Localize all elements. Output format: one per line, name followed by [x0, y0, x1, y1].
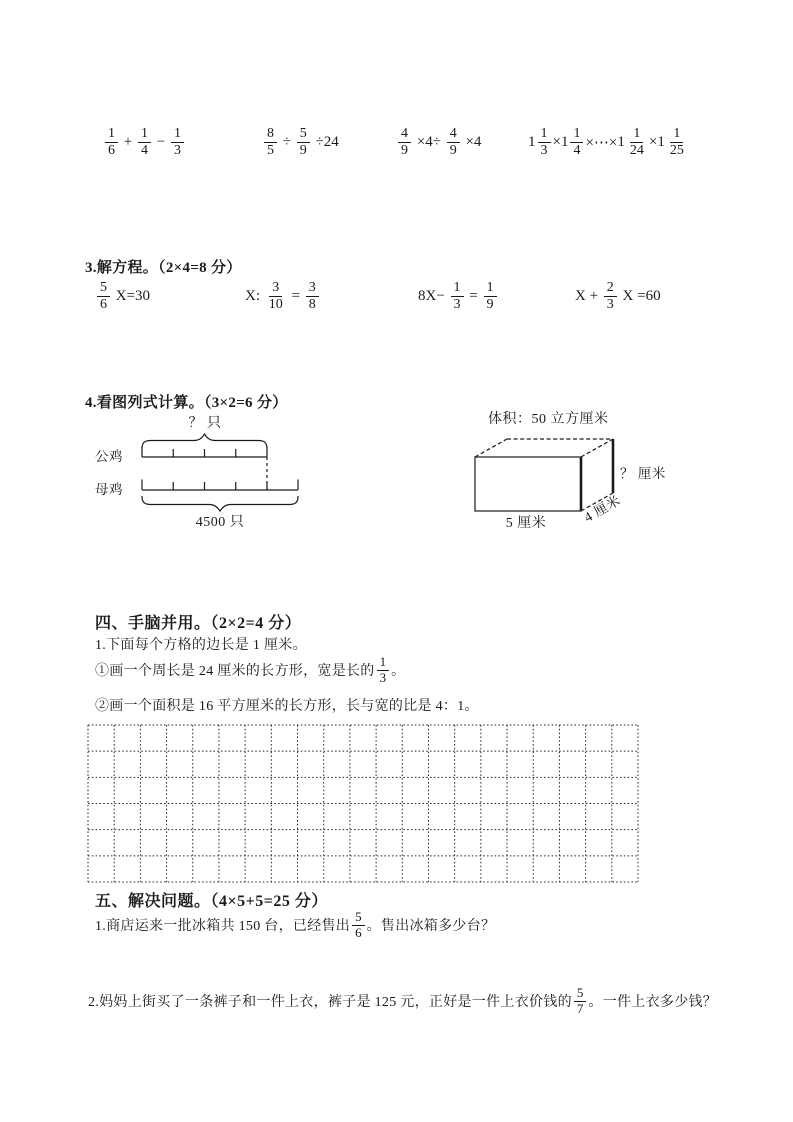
calc-expression-1: $\frac{1}{6}$ + $\frac{1}{4}$ − $\frac{1}{3}$: [103, 126, 186, 158]
cuboid-diagram: [460, 403, 710, 540]
solve-equations-heading: 3.解方程。（2×4=8 分）: [85, 260, 242, 276]
answer-grid: [87, 724, 639, 883]
calc-expression-2: $\frac{8}{5}$ ÷ $\frac{5}{9}$ ÷24: [262, 126, 339, 158]
section4-heading: 四、手脑并用。（2×2=4 分）: [95, 615, 302, 632]
solve-equation-3: 8X− $\frac{1}{3}$ = $\frac{1}{9}$: [418, 280, 499, 312]
rooster-bar: [142, 447, 267, 458]
section4-line1: 1.下面每个方格的边长是 1 厘米。: [95, 638, 307, 653]
section5-heading: 五、解决问题。（4×5+5=25 分）: [95, 893, 328, 910]
problem-1: 1.商店运来一批冰箱共 150 台，已经售出 $\frac{5}{6}$ 。售出冰箱多少台？: [95, 909, 496, 940]
calc-expression-3: $\frac{4}{9}$ ×4÷ $\frac{4}{9}$ ×4: [396, 126, 481, 158]
diagram-section-heading: 4.看图列式计算。（3×2=6 分）: [85, 395, 288, 411]
hen-label: 母鸡: [95, 482, 123, 497]
section4-item2: ②画一个面积是 16 平方厘米的长方形，长与宽的比是 4：1。: [95, 699, 479, 714]
height-label: ？ 厘米: [620, 466, 666, 481]
total-count-label: 4500 只: [195, 515, 245, 530]
width-label: 4 厘米: [581, 492, 623, 525]
cuboid-front-face: [475, 457, 581, 511]
rooster-brace: [142, 434, 267, 449]
solve-equation-4: X + $\frac{2}{3}$ X =60: [575, 280, 661, 312]
length-label: 5 厘米: [505, 516, 547, 531]
rooster-label: 公鸡: [95, 449, 123, 464]
volume-label: 体积：50 立方厘米: [488, 412, 609, 427]
solve-equation-1: $\frac{5}{6}$ X=30: [95, 280, 150, 312]
cuboid-hidden-edges: [475, 439, 613, 511]
solve-equation-2: X: $\frac{3}{10}$ = $\frac{3}{8}$: [245, 280, 321, 312]
hen-brace: [142, 496, 298, 511]
problem-2: 2.妈妈上街买了一条裤子和一件上衣，裤子是 125 元，正好是一件上衣价钱的 $\frac{5}{7}$ 。一件上衣多少钱？: [88, 985, 718, 1016]
section4-item1: ①画一个周长是 24 厘米的长方形，宽是长的 $\frac{1}{3}$ 。: [95, 654, 406, 685]
question-count-label: ？ 只: [188, 416, 222, 431]
bar-model-diagram: [88, 408, 322, 535]
calc-expression-4: 1 $\frac{1}{3}$ × 1 $\frac{1}{4}$ ×⋯× 1 $\frac{1}{24}$ × 1 $\frac{1}{25}$: [528, 126, 684, 158]
hen-bar: [142, 480, 298, 491]
